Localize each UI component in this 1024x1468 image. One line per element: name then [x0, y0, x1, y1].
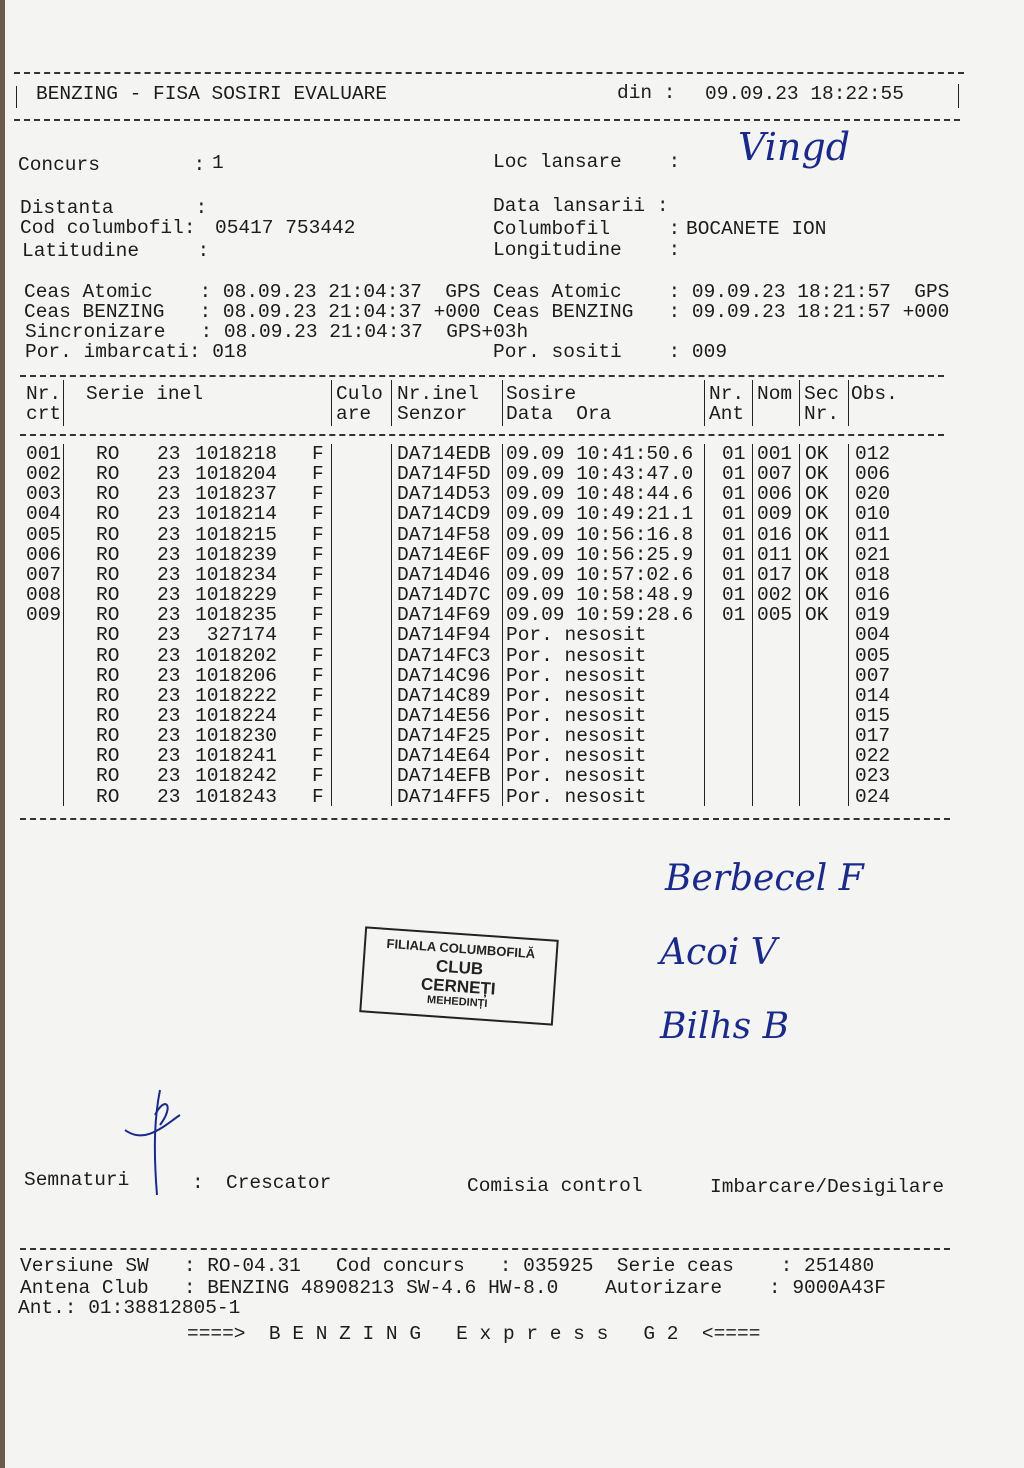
- column-header-obs: Obs.: [851, 383, 898, 405]
- column-divider: [502, 380, 503, 426]
- column-divider: [704, 380, 705, 426]
- cell-inel: 1018239: [195, 543, 277, 566]
- cell-inel: 327174: [206, 624, 277, 647]
- cell-an: 23: [157, 443, 181, 465]
- cell-nom: 007: [757, 463, 793, 486]
- cell-inel: 1018229: [195, 584, 277, 607]
- cell-sex: F: [312, 503, 324, 526]
- cell-an: 23: [157, 463, 181, 486]
- cell-tara: RO: [96, 644, 120, 667]
- column-header-sosire: Data Ora: [506, 403, 612, 425]
- club-stamp: [359, 926, 559, 1025]
- cell-senzor: DA714E56: [397, 704, 491, 727]
- footer-antenna: Antena Club : BENZING 48908213 SW-4.6 HW-8.0 Autorizare : 9000A43F: [20, 1277, 886, 1299]
- column-header-ant: Ant: [709, 403, 745, 425]
- scan-edge: [0, 0, 5, 1468]
- cell-sec: OK: [805, 503, 829, 526]
- cell-an: 23: [157, 503, 181, 526]
- cell-an: 23: [157, 684, 181, 707]
- cell-sosire: Por. nesosit: [506, 624, 647, 647]
- border: [958, 84, 959, 108]
- column-header-sosire: Sosire: [506, 383, 577, 405]
- stamp-line: FILIALA COLUMBOFILĂ: [386, 935, 536, 962]
- footer-ant: Ant.: 01:38812805-1: [18, 1297, 241, 1319]
- cell-inel: 1018241: [195, 745, 277, 768]
- cell-sosire: Por. nesosit: [506, 725, 647, 748]
- cell-sec: OK: [805, 463, 829, 486]
- cell-sex: F: [312, 785, 324, 808]
- cell-inel: 1018204: [195, 463, 277, 486]
- cell-sex: F: [312, 543, 324, 566]
- divider: [20, 1248, 950, 1250]
- handwritten-signature-1: Berbecel F: [665, 858, 864, 899]
- cell-tara: RO: [96, 684, 120, 707]
- cell-an: 23: [157, 563, 181, 586]
- cell-obs: 017: [855, 725, 891, 748]
- cell-sosire: 09.09 10:48:44.6: [506, 483, 694, 506]
- porumbei-sositi: Por. sositi : 009: [493, 341, 728, 363]
- date-label: din :: [617, 82, 676, 104]
- column-header-nom: Nom: [757, 383, 793, 405]
- cell-senzor: DA714FC3: [397, 644, 491, 667]
- cell-sex: F: [312, 725, 324, 748]
- cell-sex: F: [312, 604, 324, 627]
- cell-sex: F: [312, 745, 324, 768]
- column-divider: [848, 380, 849, 426]
- stamp-line: MEHEDINȚI: [426, 993, 488, 1011]
- crescator-label: Crescator: [226, 1172, 332, 1194]
- cell-tara: RO: [96, 503, 120, 526]
- cell-sex: F: [312, 644, 324, 667]
- comisia-control-label: Comisia control: [467, 1175, 643, 1197]
- cell-an: 23: [157, 664, 181, 687]
- cell-nom: 009: [757, 503, 793, 526]
- sincronizare: Sincronizare : 08.09.23 21:04:37 GPS+03h: [25, 321, 529, 343]
- cell-obs: 015: [855, 704, 891, 727]
- cell-tara: RO: [96, 563, 120, 586]
- cell-an: 23: [157, 704, 181, 727]
- cell-obs: 018: [855, 563, 891, 586]
- loc-lansare-label: Loc lansare :: [493, 151, 681, 173]
- cell-sex: F: [312, 664, 324, 687]
- column-divider: [63, 444, 64, 806]
- cell-senzor: DA714D53: [397, 483, 491, 506]
- columbofil-label: Columbofil :: [493, 218, 681, 240]
- imbarcare-label: Imbarcare/Desigilare: [710, 1176, 945, 1198]
- porumbei-imbarcati: Por. imbarcati: 018: [25, 341, 248, 363]
- cell-ant: 01: [722, 584, 746, 607]
- cell-sex: F: [312, 684, 324, 707]
- cell-an: 23: [157, 765, 181, 788]
- cell-senzor: DA714E64: [397, 745, 491, 768]
- cell-nom: 011: [757, 543, 793, 566]
- cell-inel: 1018206: [195, 664, 277, 687]
- cell-tara: RO: [96, 745, 120, 768]
- cell-sosire: Por. nesosit: [506, 785, 647, 808]
- cell-an: 23: [157, 745, 181, 768]
- cell-senzor: DA714D46: [397, 563, 491, 586]
- cell-an: 23: [157, 624, 181, 647]
- cell-obs: 024: [855, 785, 891, 808]
- cell-an: 23: [157, 523, 181, 546]
- column-divider: [799, 444, 800, 806]
- cell-an: 23: [157, 543, 181, 566]
- cell-sosire: Por. nesosit: [506, 745, 647, 768]
- column-header-nr: crt: [26, 403, 62, 425]
- cell-obs: 007: [855, 664, 891, 687]
- cell-sosire: 09.09 10:56:16.8: [506, 523, 694, 546]
- cell-tara: RO: [96, 664, 120, 687]
- cell-sosire: 09.09 10:43:47.0: [506, 463, 694, 486]
- cell-tara: RO: [96, 624, 120, 647]
- cell-senzor: DA714CD9: [397, 503, 491, 526]
- cell-nr: 005: [26, 523, 62, 546]
- cell-obs: 011: [855, 523, 891, 546]
- cell-tara: RO: [96, 443, 120, 465]
- divider: [14, 119, 960, 121]
- column-divider: [502, 444, 503, 806]
- cell-obs: 005: [855, 644, 891, 667]
- ceas-benzing-start: Ceas BENZING : 08.09.23 21:04:37 +000: [24, 301, 481, 323]
- cell-an: 23: [157, 584, 181, 607]
- cell-nr: 001: [26, 443, 62, 465]
- cell-inel: 1018230: [195, 725, 277, 748]
- cell-nom: 016: [757, 523, 793, 546]
- cell-tara: RO: [96, 604, 120, 627]
- cell-obs: 016: [855, 584, 891, 607]
- column-divider: [752, 444, 753, 806]
- cell-ant: 01: [722, 503, 746, 526]
- column-header-senzor: Senzor: [397, 403, 468, 425]
- cell-senzor: DA714D7C: [397, 584, 491, 607]
- cell-sec: OK: [805, 523, 829, 546]
- cell-sosire: 09.09 10:59:28.6: [506, 604, 694, 627]
- cell-sec: OK: [805, 563, 829, 586]
- cell-an: 23: [157, 785, 181, 808]
- handwritten-signature-3: Bilhs B: [660, 1006, 790, 1047]
- column-divider: [331, 380, 332, 426]
- cell-nr: 006: [26, 543, 62, 566]
- divider: [20, 375, 944, 377]
- loc-lansare-handwritten: Vingd: [738, 125, 851, 169]
- cell-sosire: 09.09 10:58:48.9: [506, 584, 694, 607]
- column-header-culoare: are: [336, 403, 372, 425]
- cell-senzor: DA714C89: [397, 684, 491, 707]
- cell-senzor: DA714FF5: [397, 785, 491, 808]
- cell-inel: 1018237: [195, 483, 277, 506]
- cell-nr: 003: [26, 483, 62, 506]
- cell-inel: 1018234: [195, 563, 277, 586]
- cell-inel: 1018215: [195, 523, 277, 546]
- cell-tara: RO: [96, 584, 120, 607]
- cell-tara: RO: [96, 704, 120, 727]
- column-header-ant: Nr.: [709, 383, 745, 405]
- cell-obs: 021: [855, 543, 891, 566]
- cod-columbofil-value: 05417 753442: [215, 217, 356, 239]
- cell-sosire: 09.09 10:57:02.6: [506, 563, 694, 586]
- cell-ant: 01: [722, 443, 746, 465]
- cell-an: 23: [157, 725, 181, 748]
- cell-nom: 005: [757, 604, 793, 627]
- longitudine-label: Longitudine :: [493, 239, 681, 261]
- column-divider: [391, 380, 392, 426]
- cell-sex: F: [312, 584, 324, 607]
- cell-senzor: DA714EDB: [397, 443, 491, 465]
- cell-sec: OK: [805, 543, 829, 566]
- divider: [20, 434, 944, 436]
- cell-obs: 004: [855, 624, 891, 647]
- cell-tara: RO: [96, 463, 120, 486]
- cell-ant: 01: [722, 543, 746, 566]
- cell-tara: RO: [96, 543, 120, 566]
- cell-sosire: Por. nesosit: [506, 664, 647, 687]
- cell-obs: 006: [855, 463, 891, 486]
- cell-tara: RO: [96, 785, 120, 808]
- cell-senzor: DA714F94: [397, 624, 491, 647]
- footer-brand: ====> B E N Z I N G E x p r e s s G 2 <====: [187, 1323, 761, 1345]
- cell-sex: F: [312, 765, 324, 788]
- cell-ant: 01: [722, 523, 746, 546]
- cell-nr: 004: [26, 503, 62, 526]
- cell-inel: 1018218: [195, 443, 277, 465]
- cell-sex: F: [312, 523, 324, 546]
- column-header-sec: Sec: [804, 383, 840, 405]
- cell-inel: 1018235: [195, 604, 277, 627]
- cell-nr: 008: [26, 584, 62, 607]
- cell-sex: F: [312, 483, 324, 506]
- cell-ant: 01: [722, 604, 746, 627]
- cell-tara: RO: [96, 725, 120, 748]
- data-lansarii-label: Data lansarii :: [493, 195, 669, 217]
- column-divider: [391, 444, 392, 806]
- cell-inel: 1018224: [195, 704, 277, 727]
- divider: [20, 818, 950, 820]
- cell-nr: 007: [26, 563, 62, 586]
- cell-sosire: 09.09 10:49:21.1: [506, 503, 694, 526]
- cell-sex: F: [312, 443, 324, 465]
- cell-inel: 1018214: [195, 503, 277, 526]
- cell-sec: OK: [805, 443, 829, 465]
- ceas-atomic-end: Ceas Atomic : 09.09.23 18:21:57 GPS: [493, 281, 950, 303]
- cell-sosire: Por. nesosit: [506, 704, 647, 727]
- cell-obs: 019: [855, 604, 891, 627]
- cell-sex: F: [312, 463, 324, 486]
- cell-inel: 1018242: [195, 765, 277, 788]
- cell-sec: OK: [805, 584, 829, 607]
- column-divider: [752, 380, 753, 426]
- cell-sec: OK: [805, 604, 829, 627]
- semnaturi-label: Semnaturi: [24, 1169, 130, 1191]
- cell-obs: 010: [855, 503, 891, 526]
- cell-sec: OK: [805, 483, 829, 506]
- cell-sosire: Por. nesosit: [506, 644, 647, 667]
- cell-senzor: DA714E6F: [397, 543, 491, 566]
- column-divider: [799, 380, 800, 426]
- divider: [14, 72, 964, 74]
- cell-nom: 002: [757, 584, 793, 607]
- cell-sosire: Por. nesosit: [506, 684, 647, 707]
- concurs-label: Concurs :: [18, 154, 206, 176]
- column-divider: [63, 380, 64, 426]
- cell-sex: F: [312, 563, 324, 586]
- cell-obs: 020: [855, 483, 891, 506]
- columbofil-value: BOCANETE ION: [686, 218, 827, 240]
- cell-an: 23: [157, 483, 181, 506]
- cell-nr: 009: [26, 604, 62, 627]
- cell-an: 23: [157, 604, 181, 627]
- cell-tara: RO: [96, 765, 120, 788]
- cell-tara: RO: [96, 483, 120, 506]
- cell-tara: RO: [96, 523, 120, 546]
- ceas-atomic-start: Ceas Atomic : 08.09.23 21:04:37 GPS: [24, 281, 481, 303]
- cell-obs: 014: [855, 684, 891, 707]
- footer-version: Versiune SW : RO-04.31 Cod concurs : 035925 Serie ceas : 251480: [20, 1255, 875, 1277]
- cod-columbofil-label: Cod columbofil:: [20, 217, 196, 239]
- column-header-serie: Serie inel: [86, 383, 204, 405]
- cell-senzor: DA714F5D: [397, 463, 491, 486]
- concurs-value: 1: [212, 152, 224, 174]
- column-divider: [704, 444, 705, 806]
- cell-sex: F: [312, 704, 324, 727]
- cell-an: 23: [157, 644, 181, 667]
- latitudine-label: Latitudine :: [22, 240, 210, 262]
- cell-ant: 01: [722, 483, 746, 506]
- cell-sosire: 09.09 10:41:50.6: [506, 443, 694, 465]
- stamp-line: CERNEȚI: [420, 974, 497, 999]
- cell-sosire: Por. nesosit: [506, 765, 647, 788]
- distanta-label: Distanta :: [20, 197, 208, 219]
- column-divider: [331, 444, 332, 806]
- ceas-benzing-end: Ceas BENZING : 09.09.23 18:21:57 +000: [493, 301, 950, 323]
- cell-nom: 017: [757, 563, 793, 586]
- cell-sex: F: [312, 624, 324, 647]
- document-title: BENZING - FISA SOSIRI EVALUARE: [36, 83, 388, 105]
- stamp-line: CLUB: [435, 956, 484, 979]
- column-header-nr: Nr.: [26, 383, 62, 405]
- print-date: 09.09.23 18:22:55: [705, 83, 904, 105]
- cell-senzor: DA714EFB: [397, 765, 491, 788]
- cell-inel: 1018202: [195, 644, 277, 667]
- cell-senzor: DA714C96: [397, 664, 491, 687]
- column-header-culoare: Culo: [336, 383, 383, 405]
- cell-senzor: DA714F25: [397, 725, 491, 748]
- cell-obs: 012: [855, 443, 891, 465]
- cell-ant: 01: [722, 563, 746, 586]
- cell-obs: 023: [855, 765, 891, 788]
- cell-nom: 006: [757, 483, 793, 506]
- cell-inel: 1018243: [195, 785, 277, 808]
- cell-ant: 01: [722, 463, 746, 486]
- cell-senzor: DA714F69: [397, 604, 491, 627]
- cell-senzor: DA714F58: [397, 523, 491, 546]
- column-header-sec: Nr.: [804, 403, 840, 425]
- handwritten-signature-2: Acoi V: [660, 932, 777, 973]
- cell-nr: 002: [26, 463, 62, 486]
- cell-obs: 022: [855, 745, 891, 768]
- cell-nom: 001: [757, 443, 793, 465]
- semnaturi-colon: :: [192, 1172, 204, 1194]
- column-header-senzor: Nr.inel: [397, 383, 479, 405]
- cell-inel: 1018222: [195, 684, 277, 707]
- column-divider: [848, 444, 849, 806]
- cell-sosire: 09.09 10:56:25.9: [506, 543, 694, 566]
- border: [16, 86, 17, 108]
